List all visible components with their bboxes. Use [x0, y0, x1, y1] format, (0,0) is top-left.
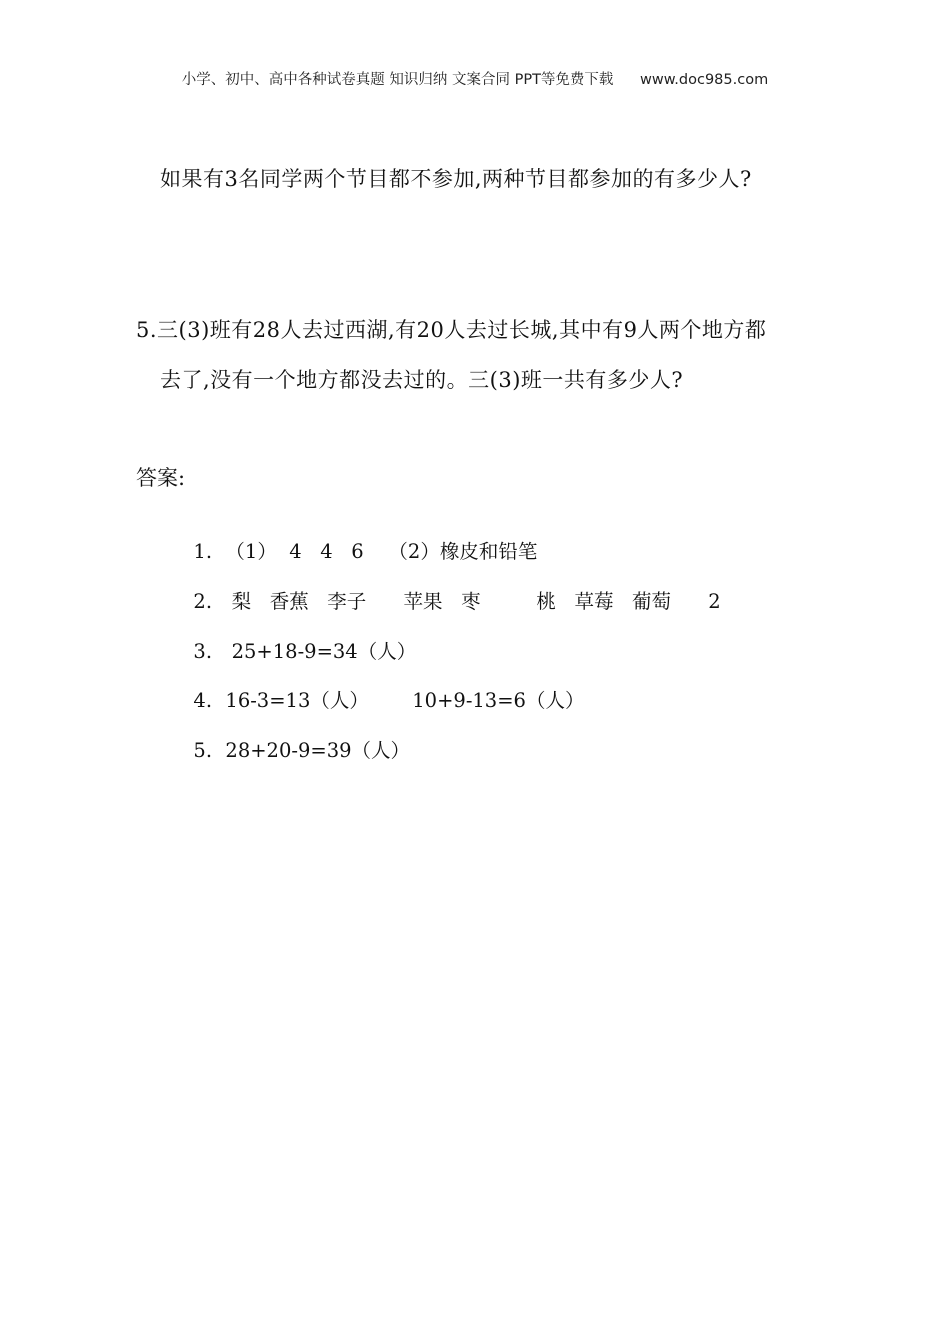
answer-text: 16-3=13（人） 10+9-13=6（人） — [225, 689, 585, 712]
question-5-line-2: 去了,没有一个地方都没去过的。三(3)班一共有多少人? — [160, 368, 684, 392]
answer-text: 25+18-9=34（人） — [225, 640, 417, 663]
header-site-link[interactable]: www.doc985.com — [640, 72, 769, 88]
header-text: 小学、初中、高中各种试卷真题 知识归纳 文案合同 PPT等免费下载 — [181, 72, 614, 88]
answer-item-4 — [181, 662, 584, 713]
answer-text: 28+20-9=39（人） — [225, 739, 411, 762]
answers-heading: 答案: — [136, 466, 186, 490]
answer-number: 5. — [193, 739, 213, 762]
answer-text: （1） 4 4 6 （2）橡皮和铅笔 — [225, 540, 538, 563]
answer-number: 3. — [193, 640, 213, 663]
answer-number: 2. — [193, 590, 213, 613]
answer-item-1 — [181, 513, 537, 564]
answer-number: 1. — [193, 540, 213, 563]
answer-item-2 — [181, 563, 721, 614]
answer-item-5 — [181, 712, 410, 763]
answer-item-3 — [181, 613, 416, 664]
question-5-line-1: 5.三(3)班有28人去过西湖,有20人去过长城,其中有9人两个地方都 — [136, 318, 767, 342]
answer-number: 4. — [193, 689, 213, 712]
page-header — [0, 68, 950, 89]
answer-text: 梨 香蕉 李子 苹果 枣 桃 草莓 葡萄 2 — [225, 590, 721, 613]
question-4-tail: 如果有3名同学两个节目都不参加,两种节目都参加的有多少人? — [160, 167, 752, 191]
